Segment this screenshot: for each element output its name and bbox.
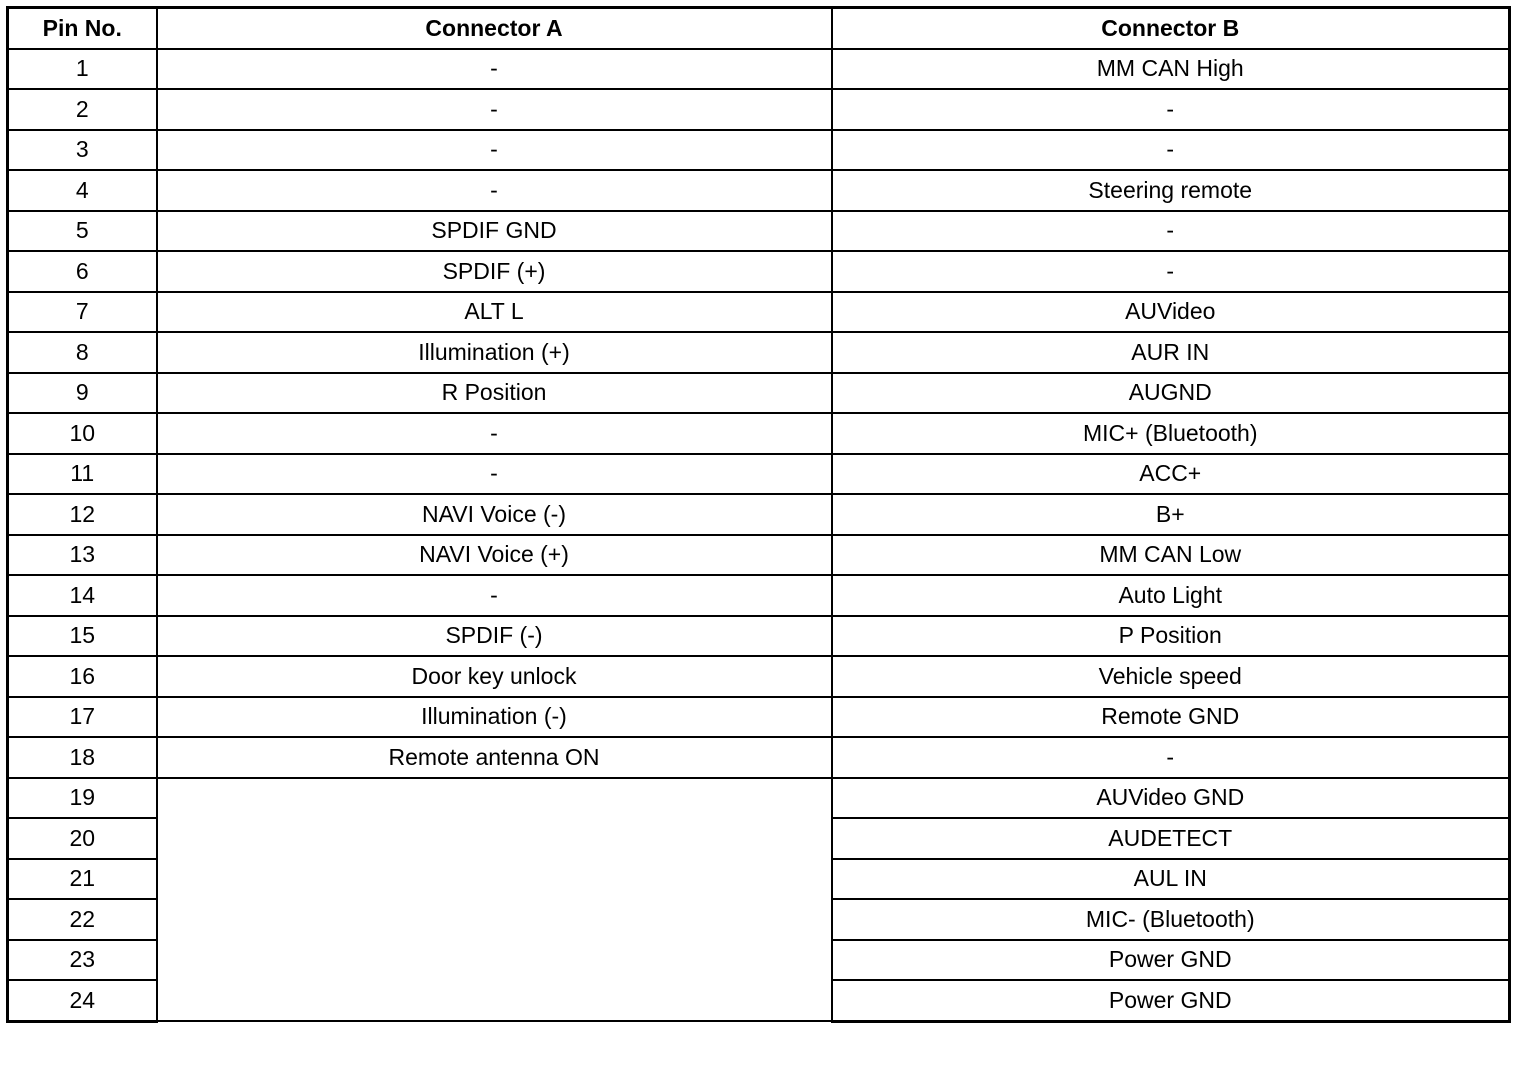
- connector-a-cell: -: [157, 454, 832, 495]
- pin-number-cell: 18: [8, 737, 157, 778]
- connector-b-cell: MIC+ (Bluetooth): [832, 413, 1510, 454]
- table-row: [8, 89, 1510, 130]
- table-row: [8, 778, 1510, 819]
- table-row: [8, 494, 1510, 535]
- table-row: [8, 575, 1510, 616]
- connector-b-cell: Auto Light: [832, 575, 1510, 616]
- pin-number-cell: 15: [8, 616, 157, 657]
- connector-b-cell: AUDETECT: [832, 818, 1510, 859]
- table-row: [8, 170, 1510, 211]
- connector-b-cell: -: [832, 211, 1510, 252]
- table-row: [8, 656, 1510, 697]
- table-row: [8, 211, 1510, 252]
- table-row: [8, 332, 1510, 373]
- connector-b-cell: AUVideo GND: [832, 778, 1510, 819]
- connector-a-cell: -: [157, 49, 832, 90]
- connector-b-cell: ACC+: [832, 454, 1510, 495]
- connector-a-cell: -: [157, 413, 832, 454]
- connector-a-cell: SPDIF GND: [157, 211, 832, 252]
- connector-b-cell: -: [832, 737, 1510, 778]
- connector-a-cell: R Position: [157, 373, 832, 414]
- connector-b-cell: AUL IN: [832, 859, 1510, 900]
- connector-b-cell: B+: [832, 494, 1510, 535]
- pin-number-cell: 9: [8, 373, 157, 414]
- table-row: [8, 616, 1510, 657]
- connector-b-cell: P Position: [832, 616, 1510, 657]
- pin-number-cell: 3: [8, 130, 157, 171]
- connector-a-cell: ALT L: [157, 292, 832, 333]
- connector-a-cell: -: [157, 130, 832, 171]
- connector-b-header: Connector B: [832, 8, 1510, 49]
- pin-number-cell: 8: [8, 332, 157, 373]
- connector-b-cell: Steering remote: [832, 170, 1510, 211]
- pin-number-cell: 23: [8, 940, 157, 981]
- connector-a-header: Connector A: [157, 8, 832, 49]
- connector-a-cell: -: [157, 170, 832, 211]
- connector-a-blank-cell: [157, 778, 832, 1022]
- connector-b-cell: -: [832, 89, 1510, 130]
- pin-number-cell: 2: [8, 89, 157, 130]
- connector-a-cell: Remote antenna ON: [157, 737, 832, 778]
- connector-b-cell: Power GND: [832, 940, 1510, 981]
- table-row: [8, 737, 1510, 778]
- pin-number-header: Pin No.: [8, 8, 157, 49]
- connector-b-cell: Remote GND: [832, 697, 1510, 738]
- connector-a-cell: -: [157, 89, 832, 130]
- connector-b-cell: Vehicle speed: [832, 656, 1510, 697]
- connector-a-cell: SPDIF (-): [157, 616, 832, 657]
- connector-b-cell: MM CAN High: [832, 49, 1510, 90]
- table-row: [8, 454, 1510, 495]
- table-row: [8, 49, 1510, 90]
- pin-number-cell: 17: [8, 697, 157, 738]
- pin-number-cell: 21: [8, 859, 157, 900]
- connector-b-cell: AUVideo: [832, 292, 1510, 333]
- header-row: [8, 8, 1510, 49]
- connector-b-cell: MIC- (Bluetooth): [832, 899, 1510, 940]
- connector-b-cell: Power GND: [832, 980, 1510, 1021]
- pin-number-cell: 6: [8, 251, 157, 292]
- table-row: [8, 535, 1510, 576]
- pin-number-cell: 11: [8, 454, 157, 495]
- pin-number-cell: 4: [8, 170, 157, 211]
- connector-a-cell: NAVI Voice (+): [157, 535, 832, 576]
- pin-number-cell: 24: [8, 980, 157, 1021]
- pin-number-cell: 19: [8, 778, 157, 819]
- connector-b-cell: -: [832, 251, 1510, 292]
- connector-a-cell: Door key unlock: [157, 656, 832, 697]
- connector-a-cell: -: [157, 575, 832, 616]
- pin-number-cell: 16: [8, 656, 157, 697]
- table-row: [8, 697, 1510, 738]
- pin-number-cell: 1: [8, 49, 157, 90]
- table-row: [8, 130, 1510, 171]
- connector-b-cell: AUR IN: [832, 332, 1510, 373]
- table-row: [8, 413, 1510, 454]
- pin-number-cell: 7: [8, 292, 157, 333]
- pin-number-cell: 20: [8, 818, 157, 859]
- pin-number-cell: 13: [8, 535, 157, 576]
- connector-a-cell: NAVI Voice (-): [157, 494, 832, 535]
- pin-number-cell: 12: [8, 494, 157, 535]
- table-row: [8, 373, 1510, 414]
- connector-b-cell: -: [832, 130, 1510, 171]
- table-row: [8, 251, 1510, 292]
- table-row: [8, 292, 1510, 333]
- connector-a-cell: Illumination (-): [157, 697, 832, 738]
- connector-b-cell: MM CAN Low: [832, 535, 1510, 576]
- pin-number-cell: 10: [8, 413, 157, 454]
- pin-number-cell: 22: [8, 899, 157, 940]
- pin-number-cell: 14: [8, 575, 157, 616]
- connector-a-cell: Illumination (+): [157, 332, 832, 373]
- connector-a-cell: SPDIF (+): [157, 251, 832, 292]
- pin-number-cell: 5: [8, 211, 157, 252]
- connector-b-cell: AUGND: [832, 373, 1510, 414]
- pin-assignment-table: [6, 6, 1511, 1023]
